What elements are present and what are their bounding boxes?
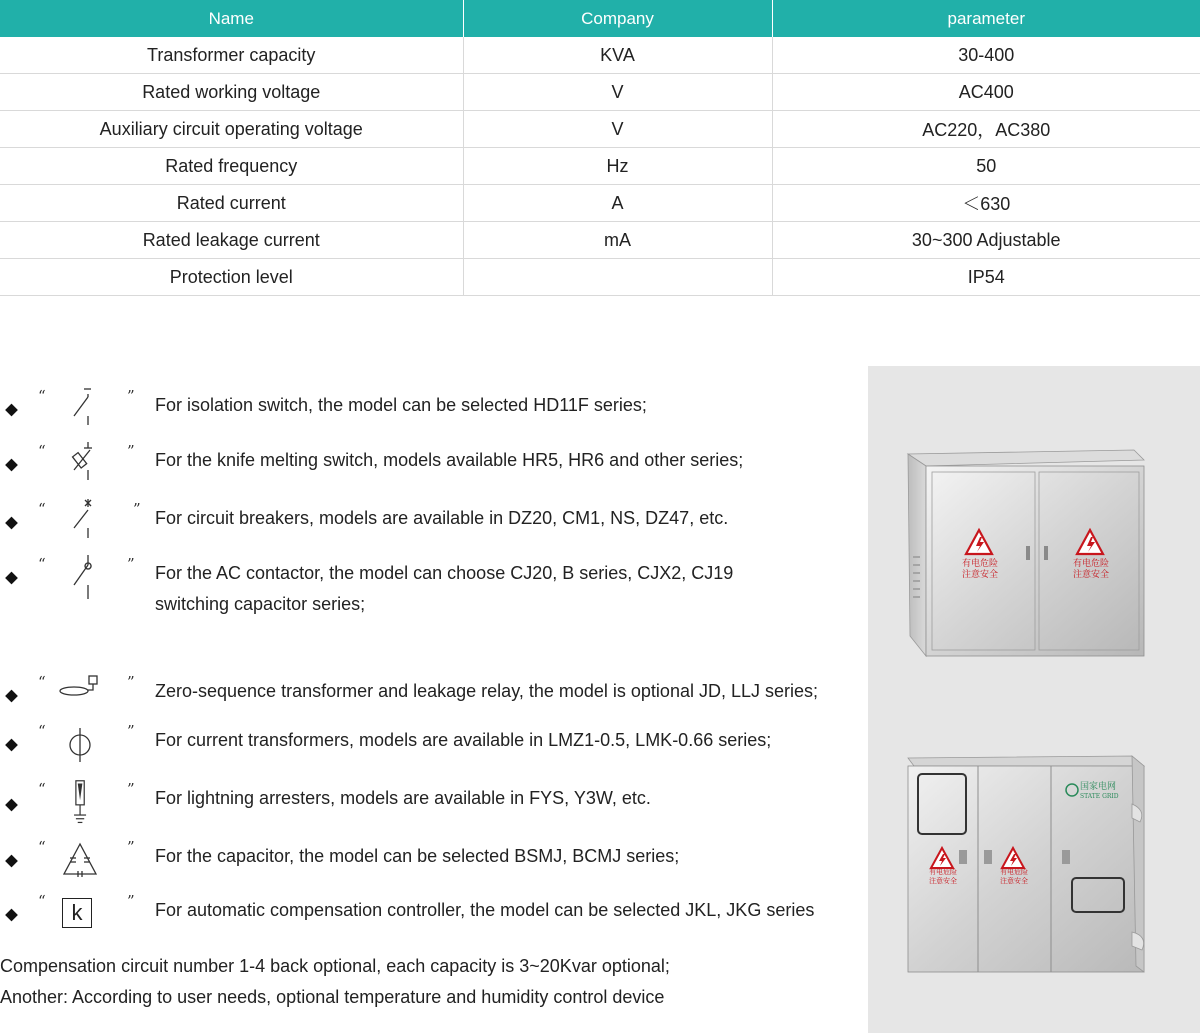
note-compensation: Compensation circuit number 1-4 back optional, each capacity is 3~20Kvar optional; — [0, 956, 670, 976]
column-header-parameter: parameter — [772, 0, 1200, 37]
cell-name: Transformer capacity — [0, 37, 463, 74]
close-quote: ” — [127, 555, 135, 573]
cabinet-image-three-door — [904, 752, 1168, 982]
close-quote: ” — [127, 838, 135, 856]
bullet-icon — [5, 799, 18, 812]
current-transformer-icon — [54, 720, 120, 770]
cell-company: V — [463, 74, 772, 111]
symbol-item-capacitor — [0, 836, 860, 886]
cell-parameter: ＜630 — [772, 185, 1200, 222]
product-image-panel — [868, 366, 1200, 1033]
symbol-description: For the AC contactor, the model can choose CJ20, B series, CJX2, CJ19 — [155, 563, 734, 583]
bullet-icon — [5, 909, 18, 922]
bullet-icon — [5, 739, 18, 752]
bullet-icon — [5, 517, 18, 530]
cell-parameter: 30-400 — [772, 37, 1200, 74]
symbol-item-ac-contactor — [0, 553, 860, 617]
cell-company: A — [463, 185, 772, 222]
open-quote: “ — [38, 892, 46, 910]
cell-name: Rated current — [0, 185, 463, 222]
state-grid-logo: 国家电网 STATE GRID — [1080, 782, 1119, 800]
close-quote: ” — [127, 387, 135, 405]
close-quote: ” — [133, 500, 141, 518]
table-row — [0, 222, 1200, 259]
open-quote: “ — [38, 722, 46, 740]
symbol-item-current-transformer — [0, 720, 860, 770]
symbol-item-lightning-arrester — [0, 778, 860, 832]
table-row — [0, 185, 1200, 222]
symbol-description: For automatic compensation controller, the model can be selected JKL, JKG series — [155, 900, 815, 920]
cell-company: KVA — [463, 37, 772, 74]
warning-label: 有电危险 注意安全 — [1000, 868, 1028, 885]
bullet-icon — [5, 690, 18, 703]
symbol-item-knife-melting-switch — [0, 440, 860, 490]
cell-parameter: AC220，AC380 — [772, 111, 1200, 148]
cabinet-image-two-door — [904, 446, 1150, 666]
open-quote: “ — [38, 500, 46, 518]
open-quote: “ — [38, 838, 46, 856]
symbol-description: For lightning arresters, models are available in FYS, Y3W, etc. — [155, 788, 651, 808]
warning-label: 有电危险 注意安全 — [961, 559, 998, 580]
knife-melting-switch-icon — [54, 440, 120, 490]
warning-label: 有电危险 注意安全 — [929, 868, 957, 885]
circuit-breaker-icon — [54, 498, 120, 548]
symbol-description: For isolation switch, the model can be selected HD11F series; — [155, 395, 647, 415]
table-header-row — [0, 0, 1200, 37]
warning-label: 有电危险 注意安全 — [1072, 559, 1109, 580]
symbol-description: For the capacitor, the model can be selected BSMJ, BCMJ series; — [155, 846, 680, 866]
bullet-icon — [5, 404, 18, 417]
symbol-description: Zero-sequence transformer and leakage relay, the model is optional JD, LLJ series; — [155, 681, 819, 701]
cell-parameter: AC400 — [772, 74, 1200, 111]
symbol-item-zero-sequence-transformer — [0, 671, 860, 721]
cell-parameter: 30~300 Adjustable — [772, 222, 1200, 259]
cell-name: Rated frequency — [0, 148, 463, 185]
controller-letter: k — [62, 898, 92, 928]
bullet-icon — [5, 855, 18, 868]
symbol-description: For the knife melting switch, models available HR5, HR6 and other series; — [155, 450, 744, 470]
close-quote: ” — [127, 780, 135, 798]
cell-company — [463, 259, 772, 296]
table-row — [0, 259, 1200, 296]
compensation-controller-icon — [54, 890, 120, 940]
zero-sequence-transformer-icon — [54, 671, 120, 721]
cell-company: V — [463, 111, 772, 148]
symbol-description: For circuit breakers, models are available in DZ20, CM1, NS, DZ47, etc. — [155, 508, 729, 528]
close-quote: ” — [127, 442, 135, 460]
column-header-name: Name — [0, 0, 463, 37]
cell-name: Rated working voltage — [0, 74, 463, 111]
close-quote: ” — [127, 722, 135, 740]
isolation-switch-icon — [54, 385, 120, 435]
symbol-item-circuit-breaker — [0, 498, 860, 548]
ac-contactor-icon — [54, 553, 120, 603]
cell-company: Hz — [463, 148, 772, 185]
table-row — [0, 37, 1200, 74]
bullet-icon — [5, 572, 18, 585]
cell-company: mA — [463, 222, 772, 259]
open-quote: “ — [38, 387, 46, 405]
close-quote: ” — [127, 892, 135, 910]
capacitor-icon — [54, 836, 120, 886]
cell-name: Protection level — [0, 259, 463, 296]
lightning-arrester-icon — [54, 778, 120, 828]
note-optional-device: Another: According to user needs, optional temperature and humidity control device — [0, 987, 665, 1007]
close-quote: ” — [127, 673, 135, 691]
symbol-item-compensation-controller — [0, 890, 860, 940]
symbol-description: For current transformers, models are available in LMZ1-0.5, LMK-0.66 series; — [155, 730, 772, 750]
table-row — [0, 74, 1200, 111]
cell-name: Auxiliary circuit operating voltage — [0, 111, 463, 148]
table-row — [0, 148, 1200, 185]
open-quote: “ — [38, 555, 46, 573]
open-quote: “ — [38, 673, 46, 691]
open-quote: “ — [38, 442, 46, 460]
symbol-item-isolation-switch — [0, 385, 860, 435]
cell-name: Rated leakage current — [0, 222, 463, 259]
column-header-company: Company — [463, 0, 772, 37]
cell-parameter: 50 — [772, 148, 1200, 185]
table-row — [0, 111, 1200, 148]
symbol-description-continued: switching capacitor series; — [155, 594, 366, 614]
bullet-icon — [5, 459, 18, 472]
open-quote: “ — [38, 780, 46, 798]
cell-parameter: IP54 — [772, 259, 1200, 296]
spec-table — [0, 0, 1200, 296]
